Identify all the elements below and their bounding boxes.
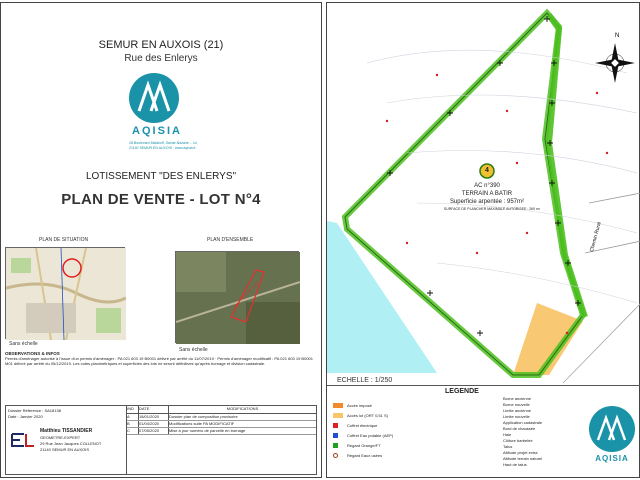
col-date: DATE — [139, 406, 169, 413]
table-row — [127, 428, 316, 435]
situation-map — [5, 247, 125, 339]
legend-label: Application cadastrale — [503, 420, 543, 425]
row-ind: C — [127, 428, 139, 434]
observations-block — [5, 351, 317, 366]
title-block — [5, 405, 317, 475]
logo-mark-icon — [129, 73, 179, 123]
legend-label: Limite nouvelle — [503, 414, 530, 419]
legend-label: Clôture barbelée — [503, 438, 533, 443]
table-header — [127, 406, 316, 414]
legend-label: Talus — [503, 444, 513, 449]
legend-title: LEGENDE — [445, 388, 479, 395]
logo-wordmark: AQISIA — [132, 125, 182, 137]
row-date: 01/04/2020 — [139, 421, 169, 427]
legend-label: Accès imposé — [347, 402, 372, 408]
row-mod: Mise à jour numéro de parcelle en bornage — [169, 428, 246, 433]
surveyor-title: GEOMETRE-EXPERT — [40, 435, 81, 440]
plan-title: PLAN DE VENTE - LOT N°4 — [61, 191, 261, 208]
surveyor-name: Matthieu TISSANDIER — [40, 428, 93, 434]
legend-right-column — [503, 396, 583, 468]
legend-label: Accès lot (ORT 0,51 S) — [347, 412, 388, 418]
geometre-expert-logo — [8, 430, 36, 452]
plan-situation-label: PLAN DE SITUATION — [39, 237, 89, 243]
telecom-box-icon — [333, 443, 338, 448]
plan-ensemble-label: PLAN D'ENSEMBLE — [207, 237, 254, 243]
legend-block — [327, 385, 640, 477]
scale-label: ECHELLE : 1/250 — [337, 377, 393, 384]
water-box-icon — [333, 433, 338, 438]
road-label: Chemin Rural — [589, 221, 603, 253]
sewer-icon — [333, 453, 338, 458]
ensemble-scale-note: Sans échelle — [179, 347, 208, 353]
lot-floor-area: SURFACE DE PLANCHER MAXIMALE AUTORISEE : 260 m² — [443, 207, 541, 211]
ensemble-map — [175, 251, 299, 343]
surveyor-address-1: 29 Rue Jean Jacques COLLENOT — [40, 441, 102, 446]
dossier-date: Date : Janvier 2020 — [8, 414, 43, 419]
dossier-ref: Dossier Référence : SA18138 — [8, 408, 61, 413]
ensemble-map-drawing — [176, 252, 300, 344]
modifications-table — [126, 406, 316, 474]
legend-label: Borne ancienne — [503, 396, 532, 401]
lotissement-name: LOTISSEMENT "DES ENLERYS" — [85, 171, 237, 182]
legend-label: Haie — [503, 432, 512, 437]
logo-address: 28 Boulevard Malakoff, Sainte-Nazaire… Ici, 21140 SEMUR EN AUXOIS · www.aqisia.fr — [129, 141, 198, 150]
lot-area: Superficie arpentée : 957m² — [449, 199, 525, 205]
access-swatch-icon — [333, 403, 343, 408]
row-date: 18/01/2020 — [139, 414, 169, 420]
legend-label: Regard Orange/FT — [347, 442, 381, 448]
row-mod: Modifications suite PA MODIFICATIF — [169, 421, 235, 426]
left-title-sheet — [0, 2, 322, 478]
lot-type: TERRAIN A BATIR — [461, 191, 513, 197]
logo-wordmark-small: AQISIA — [595, 454, 629, 463]
aqisia-logo-small — [589, 406, 635, 452]
row-ind: A — [127, 414, 139, 420]
legend-label: Altitude projet extra — [503, 450, 538, 455]
legend-label: Borne nouvelle — [503, 402, 530, 407]
legend-item — [333, 440, 433, 450]
table-row — [127, 421, 316, 428]
legend-left-column — [333, 400, 433, 460]
city-title: SEMUR EN AUXOIS (21) — [98, 39, 224, 51]
north-arrow-icon — [595, 43, 635, 83]
surveyor-address-2: 21140 SEMUR EN AUXOIS — [40, 447, 90, 452]
row-ind: B — [127, 421, 139, 427]
legend-label: Bord de chaussée — [503, 426, 536, 431]
legend-item — [333, 420, 433, 430]
lot-reference: AC n°390 — [474, 183, 500, 189]
legend-item — [333, 400, 433, 410]
legend-label: Regard Eaux usées — [347, 452, 383, 458]
table-row — [127, 414, 316, 421]
legend-label: Coffret électrique — [347, 422, 378, 428]
legend-label: Limite ancienne — [503, 408, 532, 413]
legend-label: Altitude terrain naturel — [503, 456, 543, 461]
legend-item — [333, 450, 433, 460]
legend-item — [333, 410, 433, 420]
lot-number: 4 — [485, 167, 489, 174]
logo-mark-icon — [589, 406, 635, 452]
observations-title: OBSERVATIONS & INFOS — [5, 351, 60, 356]
col-ind: IND — [127, 406, 139, 413]
col-mods: MODIFICATIONS — [226, 406, 259, 411]
legend-item — [333, 430, 433, 440]
ge-logo-icon — [8, 430, 36, 452]
legend-label: Haut de talus — [503, 462, 527, 467]
lot-access-swatch-icon — [333, 413, 343, 418]
situation-map-drawing — [6, 248, 126, 340]
observations-text: Permis d'aménager autorisé à l'issue d'un permis d'aménager : PA 021 603 19 B0001 délivré par arrêté du 11/07/2019 · Permis d'aménager modificatif : PA 021 603 19 B0001 M01 délivré par arrêté du 05/12/2019. Les cotes planimétriques et superficies des lots ne seront définitives qu'après bornage et division cadastrale. — [5, 356, 314, 366]
row-date: 07/05/2020 — [139, 428, 169, 434]
north-label: N — [615, 33, 620, 39]
situation-scale-note: Sans échelle — [9, 341, 38, 347]
legend-label: Coffret Eau potable (AEP) — [347, 432, 394, 438]
electric-box-icon — [333, 423, 338, 428]
street-title: Rue des Enlerys — [124, 53, 198, 64]
row-mod: Dossier plan de composition provisoire — [169, 414, 238, 419]
right-plan-sheet — [326, 2, 640, 478]
aqisia-logo — [129, 73, 179, 123]
